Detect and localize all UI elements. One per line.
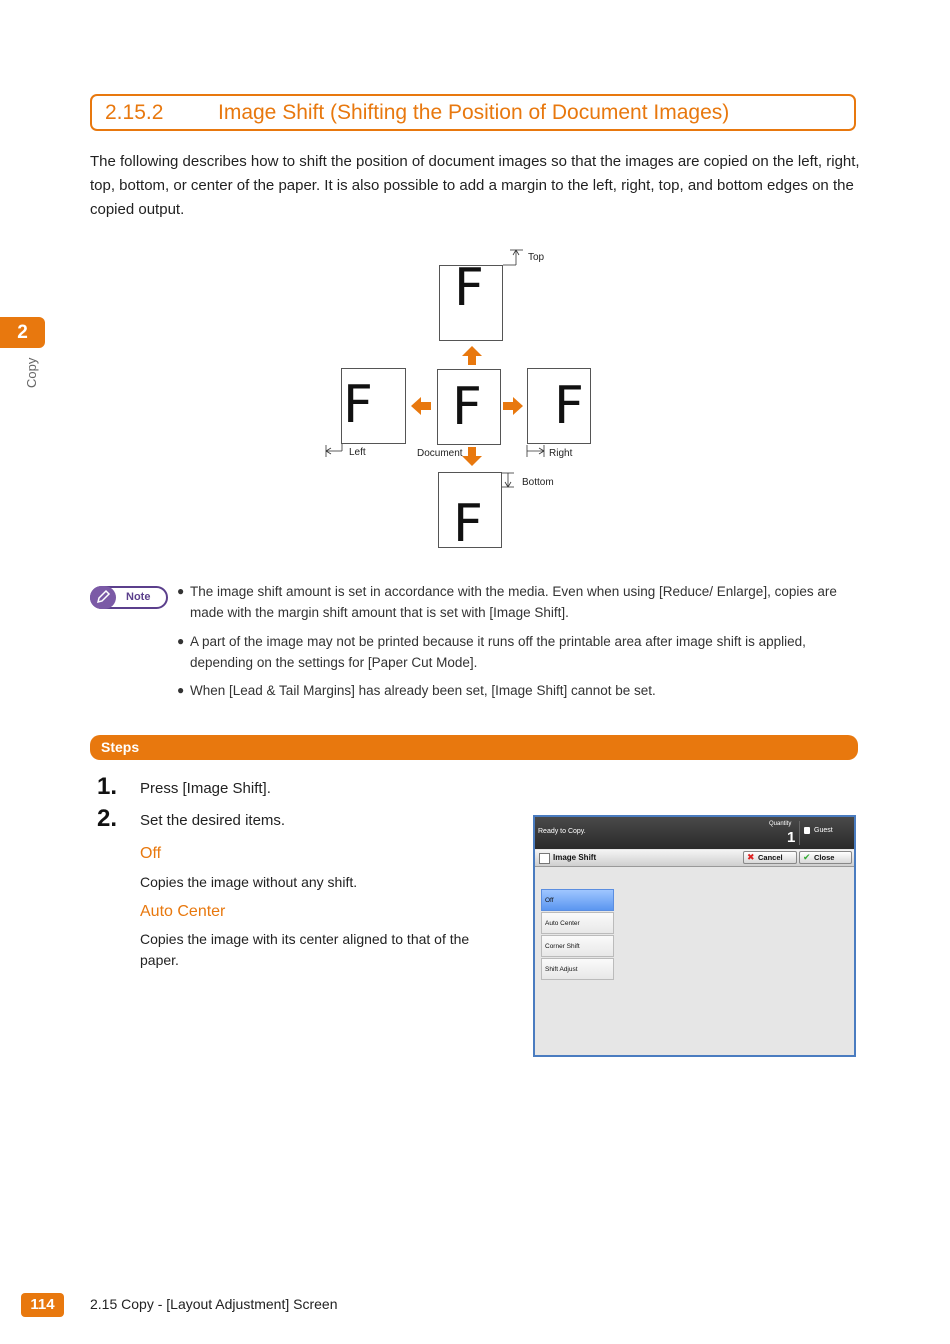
option-description: Copies the image with its center aligned to that of the paper. [140, 931, 470, 968]
note-label: Note [126, 591, 151, 603]
user-label: Guest [814, 827, 833, 834]
steps-header [90, 735, 858, 760]
step-number: 2. [97, 805, 118, 832]
screen-title-bar [535, 850, 854, 867]
check-icon: ✔ [803, 852, 811, 862]
image-shift-diagram [320, 245, 620, 555]
label-document: Document [417, 448, 463, 459]
step-number: 1. [97, 773, 118, 800]
note-badge [90, 586, 168, 609]
option-description: Copies the image without any shift. [140, 874, 358, 890]
step-text: Press [Image Shift]. [140, 780, 271, 797]
pencil-icon [90, 586, 116, 609]
option-title: Off [140, 845, 162, 862]
bottom-margin-marker [502, 473, 514, 487]
glyph-f: F [452, 377, 482, 437]
close-label: Close [814, 853, 835, 862]
right-margin-marker [527, 445, 544, 457]
option-auto-center[interactable]: Auto Center [541, 912, 614, 934]
bullet: ● [177, 584, 185, 598]
cancel-label: Cancel [758, 853, 783, 862]
note-item: The image shift amount is set in accordance with the media. Even when using [Reduce/ Enlarge], copies are made with the margin shift amount that is set with [Image Shift]. [190, 584, 837, 620]
step-text: Set the desired items. [140, 812, 286, 829]
arrow-right-icon [503, 397, 523, 415]
footer-section: 2.15 Copy - [Layout Adjustment] Screen [90, 1296, 338, 1312]
bullet: ● [177, 683, 185, 697]
section-title: Image Shift (Shifting the Position of Document Images) [218, 101, 730, 124]
label-bottom: Bottom [522, 477, 554, 488]
arrow-up-icon [462, 346, 482, 365]
diagram-arrows [320, 245, 620, 555]
label-top: Top [528, 252, 545, 263]
device-screen [533, 815, 856, 1057]
steps-label: Steps [101, 739, 140, 755]
option-off[interactable]: Off [541, 889, 614, 911]
arrow-down-icon [462, 447, 482, 466]
glyph-f: F [343, 375, 373, 435]
status-bar [535, 817, 854, 849]
label-left: Left [349, 447, 366, 458]
user-button[interactable] [799, 821, 852, 845]
left-margin-marker [326, 444, 342, 457]
x-icon: ✖ [747, 852, 755, 862]
glyph-f: F [454, 258, 484, 318]
option-shift-adjust[interactable]: Shift Adjust [541, 958, 614, 980]
section-number: 2.15.2 [105, 101, 164, 124]
note-item: A part of the image may not be printed because it runs off the printable area after image shift is applied, depending on the settings for [Paper Cut Mode]. [190, 634, 806, 670]
label-right: Right [549, 448, 573, 459]
chapter-label: Copy [24, 357, 39, 388]
image-shift-icon [539, 853, 550, 864]
arrow-left-icon [411, 397, 431, 415]
glyph-f: F [453, 494, 483, 554]
glyph-f: F [554, 376, 584, 436]
top-margin-marker [503, 250, 523, 265]
note-item: When [Lead & Tail Margins] has already been set, [Image Shift] cannot be set. [190, 683, 656, 698]
page-number: 114 [21, 1293, 64, 1317]
chapter-tab: 2 [0, 317, 45, 348]
bullet: ● [177, 634, 185, 648]
close-button[interactable] [799, 851, 852, 864]
status-text: Ready to Copy. [538, 828, 586, 835]
quantity-label: Quantity [769, 821, 792, 827]
cancel-button[interactable] [743, 851, 797, 864]
option-title: Auto Center [140, 903, 226, 920]
screen-title: Image Shift [553, 853, 597, 862]
option-corner-shift[interactable]: Corner Shift [541, 935, 614, 957]
lock-icon [804, 827, 810, 834]
quantity-value: 1 [787, 829, 796, 846]
section-heading [90, 94, 856, 131]
intro-paragraph: The following describes how to shift the position of document images so that the images are copied on the left, right, top, bottom, or center of the paper. It is also possible to add a margin to the left, right, top, and bottom edges on the copied output. [90, 153, 860, 218]
